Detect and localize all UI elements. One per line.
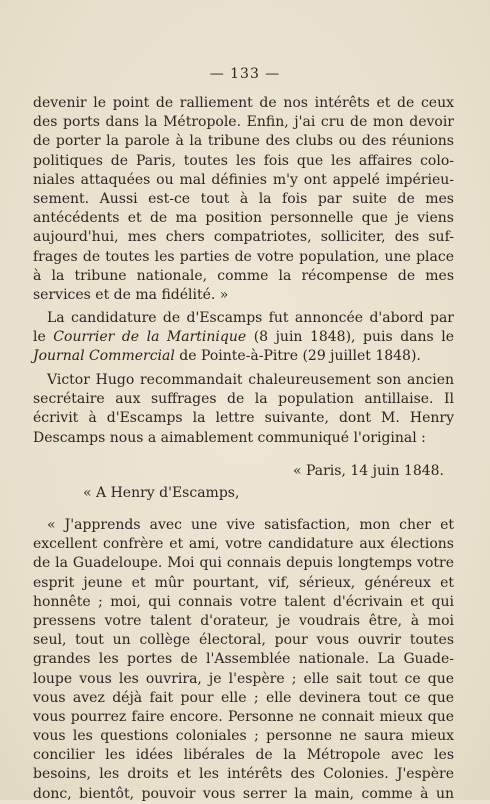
paragraph-candidature (33, 309, 454, 367)
text-line: Victor Hugo recommandait chaleureusement son ancien (47, 372, 454, 388)
letter-dateline (33, 462, 454, 481)
text-line: écrivit à d'Escamps la lettre suivante, dont M. Henry (33, 410, 454, 427)
text-line: à la tribune nationale, comme la récompense de mes (33, 267, 454, 284)
text-line: Descamps nous a aimablement communiqué l'original : (33, 429, 426, 446)
letter-body (33, 516, 454, 804)
text-line: des ports dans la Métropole. Enfin, j'ai cru de mon devoir (33, 114, 454, 131)
text-line: vous avez déjà fait pour elle ; elle devinera tout ce que (33, 689, 454, 706)
text-line: concilier les idées libérales de la Métropole avec les (33, 747, 454, 764)
text-line: honnête ; moi, qui connais votre talent d'écrivain et qui (33, 593, 454, 610)
text-line: politiques de Paris, toutes les fois que les affaires colo- (33, 152, 454, 169)
text-line: aujourd'hui, mes chers compatriotes, solliciter, des suf- (33, 229, 454, 246)
paragraph-speech-end (33, 94, 454, 305)
text-line: de la Guadeloupe. Moi qui connais depuis longtemps votre (33, 555, 454, 572)
paragraph-victor-hugo (33, 371, 454, 448)
text-line: besoins, les droits et les intérêts des Colonies. J'espère (33, 766, 454, 783)
text-line (33, 328, 454, 347)
text-segment: le (33, 329, 54, 346)
text-line (33, 347, 454, 366)
text-line: « J'apprends avec une vive satisfaction, mon cher et (47, 517, 454, 533)
text-line: frages de toutes les parties de votre population, une place (33, 248, 454, 265)
text-line: donc, bientôt, pouvoir vous serrer la main, comme à un (33, 785, 454, 802)
text-line: devenir le point de ralliement de nos intérêts et de ceux (33, 95, 454, 111)
text-segment: de Pointe-à-Pitre (29 juillet 1848). (174, 348, 421, 365)
text-line: excellent confrère et ami, votre candidature aux élections (33, 536, 454, 553)
text-line: esprit jeune et mûr pourtant, vif, sérieux, généreux et (33, 574, 454, 591)
newspaper-title: Courrier de la Martinique (53, 329, 247, 346)
letter-salutation (33, 484, 454, 503)
text-line: antécédents et de ma position personnelle que je viens (33, 210, 454, 227)
text-line: vous les questions coloniales ; personne ne saura mieux (33, 728, 454, 745)
text-line: vous pourrez faire encore. Personne ne connait mieux que (33, 708, 454, 725)
text-line: services et de ma fidélité. » (33, 286, 229, 303)
text-line: loupe vous les ouvrira, je l'espère ; elle sait tout ce que (33, 670, 454, 687)
text-line: sement. Aussi est-ce tout à la fois par suite de mes (33, 190, 454, 207)
text-line: La candidature de d'Escamps fut annoncée d'abord par (47, 310, 454, 326)
text-line: seul, tout un collège électoral, pour vous ouvrir toutes (33, 632, 454, 649)
page-number: — 133 — (209, 66, 281, 82)
dateline-text: « Paris, 14 juin 1848. (292, 463, 444, 479)
text-line: secrétaire aux suffrages de la population antillaise. Il (33, 391, 454, 408)
text-line: grandes les portes de l'Assemblée nationale. La Guade- (33, 651, 454, 668)
text-line: niales attaquées ou mal définies m'y ont appelé impérieu- (33, 171, 454, 188)
text-line: pressens votre talent d'orateur, je voudrais être, à moi (33, 612, 454, 629)
text-line: de porter la parole à la tribune des clubs ou des réunions (33, 133, 454, 150)
newspaper-title: Journal Commercial (33, 348, 175, 365)
text-segment: (8 juin 1848), puis dans le (246, 329, 454, 346)
salutation-text: « A Henry d'Escamps, (83, 485, 240, 501)
